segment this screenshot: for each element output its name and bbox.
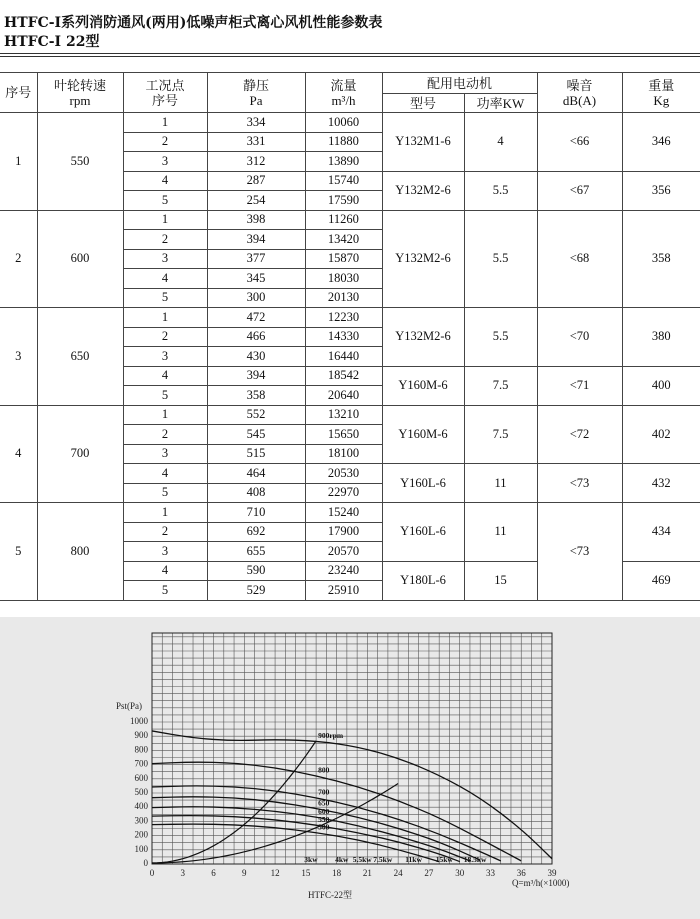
table-row [0,503,700,523]
point-no: 2 [123,230,207,250]
point-flow: 18100 [305,444,382,464]
group-speed: 650 [37,308,123,406]
motor-weight: 432 [622,464,700,503]
motor-model: Y160L-6 [382,464,464,503]
point-no: 2 [123,327,207,347]
point-pressure: 655 [207,542,305,562]
y-tick-label: 500 [134,787,148,797]
point-pressure: 472 [207,308,305,328]
point-no: 1 [123,308,207,328]
motor-power: 5.5 [464,210,537,308]
curve-label: 800 [318,765,330,775]
table-row [0,405,700,425]
motor-power: 4 [464,113,537,172]
point-no: 3 [123,444,207,464]
group-speed: 600 [37,210,123,308]
motor-noise: <72 [537,405,622,464]
motor-weight: 469 [622,561,700,600]
header-noise [537,73,622,113]
motor-weight: 358 [622,210,700,308]
power-label: 7.5kw [373,854,393,864]
point-pressure: 408 [207,483,305,503]
header-weight-unit: Kg [653,92,670,108]
point-flow: 13210 [305,405,382,425]
header-speed [37,73,123,113]
point-pressure: 552 [207,405,305,425]
point-flow: 15650 [305,425,382,445]
header-point-label: 工况点 [145,77,185,93]
point-pressure: 394 [207,366,305,386]
point-pressure: 398 [207,210,305,230]
point-flow: 12230 [305,308,382,328]
point-no: 4 [123,171,207,191]
y-tick-label: 0 [143,858,148,868]
header-pressure [207,73,305,113]
motor-model: Y132M1-6 [382,113,464,172]
curve-label: 550 [318,814,330,824]
performance-chart-panel [0,617,700,919]
header-motor: 配用电动机 [382,73,537,94]
point-flow: 18030 [305,269,382,289]
motor-weight: 380 [622,308,700,367]
x-tick-label: 36 [516,868,526,878]
motor-weight: 402 [622,405,700,464]
header-point-sub: 序号 [151,92,178,108]
header-flow [305,73,382,113]
point-no: 3 [123,152,207,172]
header-noise-unit: dB(A) [562,92,597,108]
curve-label: 600 [318,806,330,816]
y-tick-label: 600 [134,772,148,783]
chart-curves [152,731,552,863]
point-pressure: 394 [207,230,305,250]
motor-model: Y132M2-6 [382,308,464,367]
header-motor-power: 功率KW [464,94,537,113]
x-tick-label: 6 [211,868,216,878]
motor-model: Y132M2-6 [382,210,464,308]
point-flow: 20530 [305,464,382,484]
point-no: 5 [123,581,207,601]
header-weight-label: 重量 [648,77,675,93]
y-tick-label: 700 [134,758,148,769]
point-pressure: 710 [207,503,305,523]
point-flow: 17590 [305,191,382,211]
point-flow: 23240 [305,561,382,581]
point-pressure: 464 [207,464,305,484]
point-flow: 11880 [305,132,382,152]
x-tick-label: 15 [301,868,311,878]
point-no: 3 [123,249,207,269]
point-flow: 22970 [305,483,382,503]
header-seq: 序号 [0,73,37,113]
x-tick-label: 3 [180,868,186,878]
power-label: 5.5kw [352,854,372,864]
point-flow: 10060 [305,113,382,133]
x-tick-label: 24 [393,868,403,878]
point-flow: 15740 [305,171,382,191]
performance-chart [0,617,700,919]
point-flow: 13890 [305,152,382,172]
point-pressure: 590 [207,561,305,581]
title-rule [0,53,700,54]
point-no: 1 [123,503,207,523]
curve-label: 900rpm [318,730,344,740]
point-no: 4 [123,269,207,289]
point-pressure: 254 [207,191,305,211]
motor-model: Y160M-6 [382,405,464,464]
point-pressure: 300 [207,288,305,308]
point-no: 2 [123,522,207,542]
header-weight [622,73,700,113]
point-no: 5 [123,191,207,211]
point-no: 3 [123,347,207,367]
y-tick-label: 900 [134,730,148,741]
power-label: 11kw [405,854,422,864]
group-seq: 1 [0,113,37,211]
point-no: 4 [123,366,207,386]
x-tick-label: 21 [362,868,372,878]
y-axis-label: Pst(Pa) [116,701,143,711]
curve-label: 700 [318,787,330,797]
y-tick-label: 800 [134,744,148,755]
x-tick-label: 30 [455,868,465,878]
motor-noise: <68 [537,210,622,308]
point-pressure: 334 [207,113,305,133]
y-tick-label: 1000 [130,716,148,726]
point-no: 1 [123,210,207,230]
point-no: 4 [123,464,207,484]
point-flow: 15870 [305,249,382,269]
motor-model: Y132M2-6 [382,171,464,210]
x-tick-label: 18 [332,868,342,878]
power-label: 4kw [335,854,349,864]
point-pressure: 692 [207,522,305,542]
point-no: 3 [123,542,207,562]
header-noise-label: 噪音 [566,77,593,93]
point-flow: 14330 [305,327,382,347]
table-row [0,308,700,328]
x-tick-label: 39 [547,868,557,878]
motor-power: 11 [464,464,537,503]
motor-power: 15 [464,561,537,600]
point-pressure: 466 [207,327,305,347]
motor-noise: <70 [537,308,622,367]
point-no: 1 [123,405,207,425]
motor-weight: 400 [622,366,700,405]
x-tick-label: 12 [270,868,280,878]
motor-power: 7.5 [464,405,537,464]
point-no: 5 [123,288,207,308]
point-no: 1 [123,113,207,133]
point-pressure: 345 [207,269,305,289]
x-axis-label: Q=m³/h(×1000) [512,878,570,888]
table-row [0,210,700,230]
point-pressure: 515 [207,444,305,464]
motor-power: 5.5 [464,171,537,210]
motor-weight: 356 [622,171,700,210]
x-tick-label: 27 [424,868,434,878]
point-flow: 17900 [305,522,382,542]
motor-weight: 434 [622,503,700,562]
point-flow: 15240 [305,503,382,523]
y-tick-label: 300 [134,815,148,826]
x-tick-label: 33 [485,868,495,878]
power-label: 15kw [435,854,453,864]
point-flow: 18542 [305,366,382,386]
y-tick-label: 400 [134,801,148,812]
motor-power: 11 [464,503,537,562]
header-speed-label: 叶轮转速 [53,77,106,93]
group-seq: 4 [0,405,37,503]
point-flow: 16440 [305,347,382,367]
curve-label: 500 [318,822,330,832]
group-speed: 800 [37,503,123,601]
performance-table [0,72,700,601]
point-pressure: 529 [207,581,305,601]
group-seq: 2 [0,210,37,308]
header-pressure-label: 静压 [242,77,269,93]
point-no: 2 [123,132,207,152]
x-tick-label: 9 [242,868,247,878]
point-pressure: 287 [207,171,305,191]
point-no: 5 [123,386,207,406]
power-label: 18.5kw [463,854,487,864]
plot-border [152,633,552,864]
motor-noise: <71 [537,366,622,405]
point-flow: 20130 [305,288,382,308]
point-flow: 20640 [305,386,382,406]
header-motor-model: 型号 [382,94,464,113]
header-flow-unit: m³/h [331,92,356,108]
title-line-1: HTFC-Ⅰ系列消防通风(两用)低噪声柜式离心风机性能参数表 [4,15,383,31]
header-pressure-unit: Pa [249,92,263,108]
motor-model: Y180L-6 [382,561,464,600]
point-flow: 11260 [305,210,382,230]
curve-label: 650 [318,798,330,808]
group-speed: 700 [37,405,123,503]
point-no: 4 [123,561,207,581]
x-tick-label: 0 [149,868,155,878]
point-flow: 13420 [305,230,382,250]
header-point [123,73,207,113]
motor-weight: 346 [622,113,700,172]
point-pressure: 430 [207,347,305,367]
point-pressure: 312 [207,152,305,172]
table-row [0,113,700,133]
header-flow-label: 流量 [330,77,357,93]
title-line-2: HTFC-Ⅰ 22型 [4,34,100,50]
point-flow: 20570 [305,542,382,562]
motor-model: Y160M-6 [382,366,464,405]
y-tick-label: 200 [134,829,148,840]
point-pressure: 358 [207,386,305,406]
motor-noise: <73 [537,464,622,503]
power-label: 3kw [304,854,318,864]
point-pressure: 545 [207,425,305,445]
group-speed: 550 [37,113,123,211]
group-seq: 5 [0,503,37,601]
motor-noise: <73 [537,503,622,601]
y-tick-label: 100 [134,843,148,854]
point-pressure: 377 [207,249,305,269]
point-no: 5 [123,483,207,503]
motor-power: 5.5 [464,308,537,367]
motor-model: Y160L-6 [382,503,464,562]
chart-caption: HTFC-22型 [307,890,353,900]
header-speed-unit: rpm [69,92,91,108]
point-pressure: 331 [207,132,305,152]
motor-noise: <67 [537,171,622,210]
point-no: 2 [123,425,207,445]
group-seq: 3 [0,308,37,406]
motor-power: 7.5 [464,366,537,405]
chart-grid [152,633,552,864]
title-rule-2 [0,56,700,57]
point-flow: 25910 [305,581,382,601]
motor-noise: <66 [537,113,622,172]
